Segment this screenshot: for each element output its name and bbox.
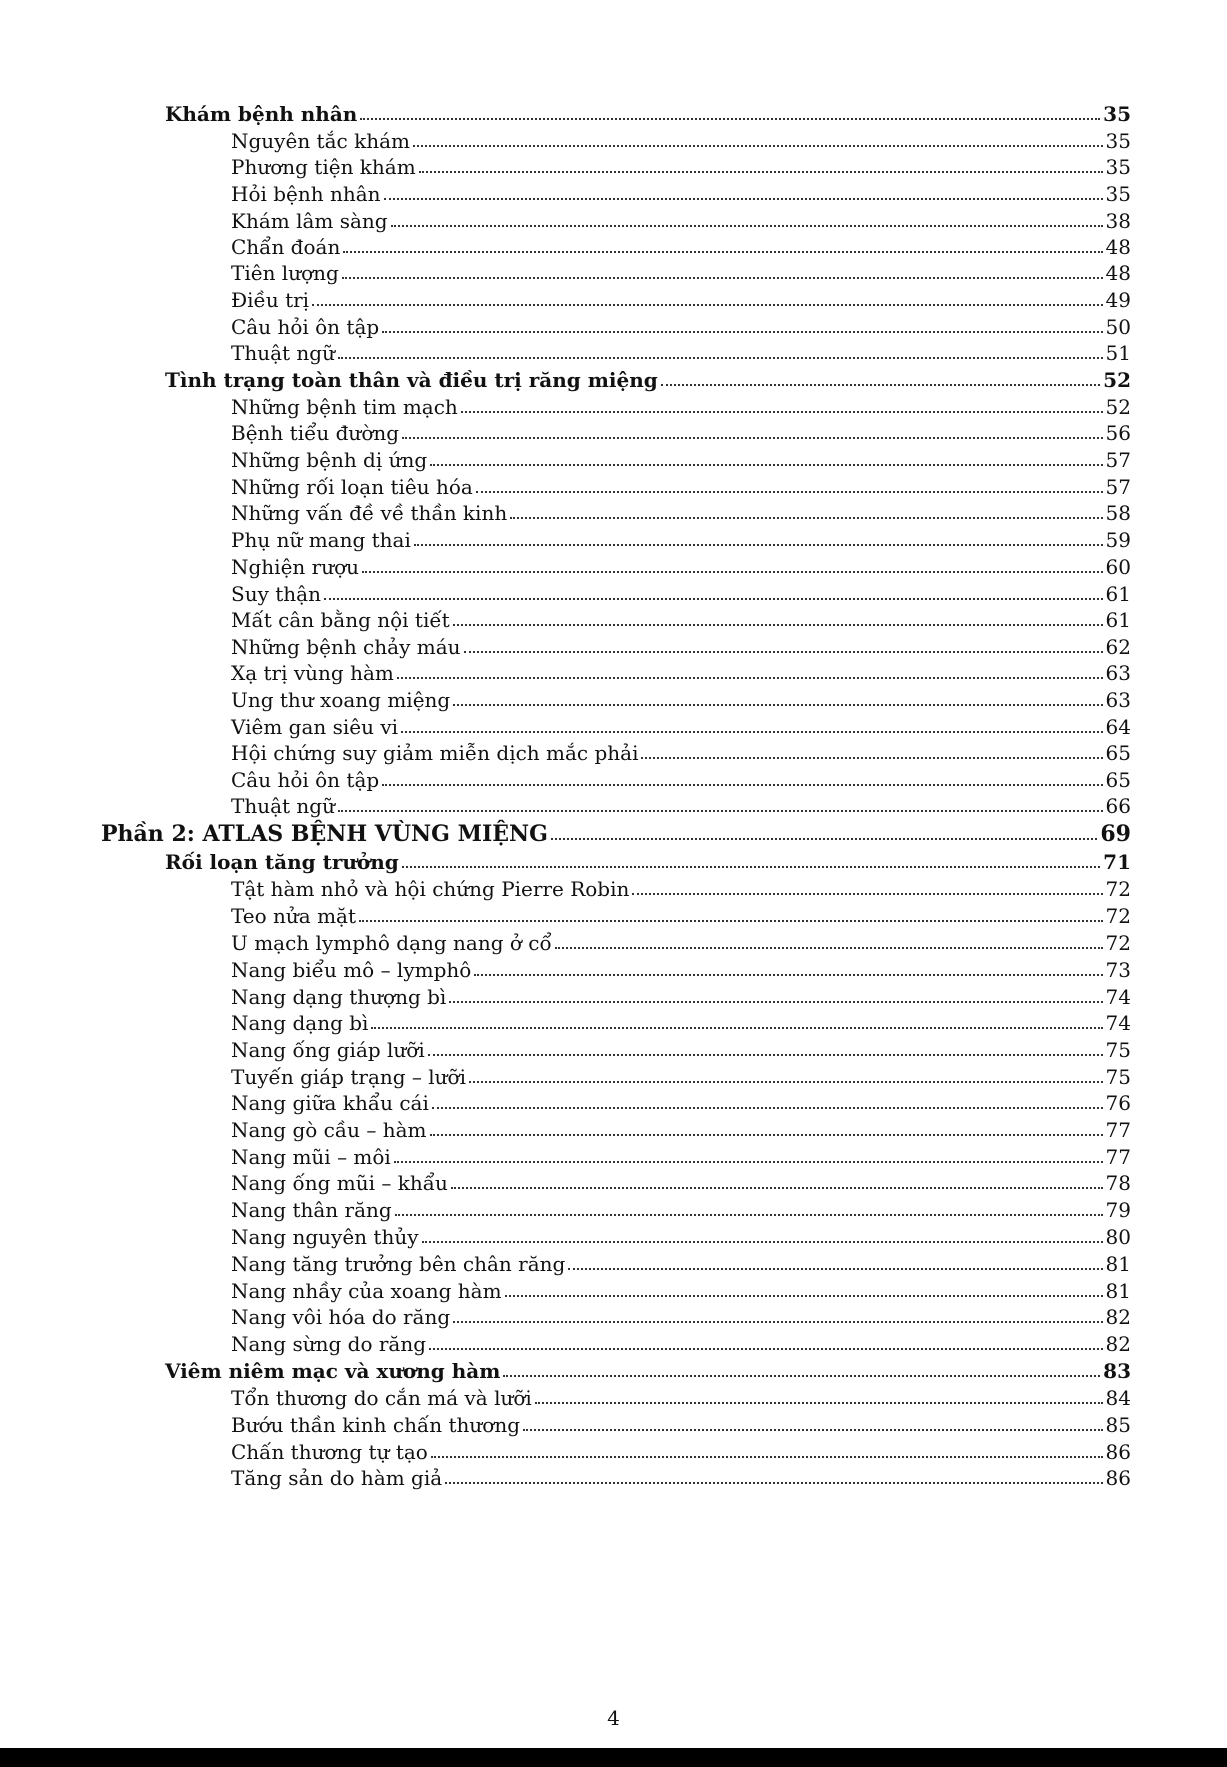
toc-entry-title: Phần 2: ATLAS BỆNH VÙNG MIỆNG <box>101 821 548 847</box>
toc-entry <box>231 764 1131 792</box>
toc-entry-title: Phương tiện khám <box>231 155 416 179</box>
toc-part <box>101 818 1131 846</box>
dot-leader <box>429 1348 1103 1350</box>
toc-entry-page: 52 <box>1103 368 1131 392</box>
toc-entry <box>231 1087 1131 1115</box>
toc-entry <box>231 125 1131 153</box>
dot-leader <box>453 704 1102 706</box>
toc-entry-page: 74 <box>1105 1011 1131 1035</box>
dot-leader <box>505 1295 1103 1297</box>
dot-leader <box>384 198 1103 200</box>
toc-entry <box>231 471 1131 499</box>
toc-entry-title: Nang nhầy của xoang hàm <box>231 1279 502 1303</box>
toc-entry-page: 35 <box>1103 102 1131 126</box>
toc-entry-page: 74 <box>1105 985 1131 1009</box>
toc-entry-title: Nang mũi – môi <box>231 1145 391 1169</box>
toc-entry-title: Nang giữa khẩu cái <box>231 1091 429 1115</box>
toc-entry-title: Nang dạng bì <box>231 1011 369 1035</box>
page-number: 4 <box>607 1706 620 1730</box>
toc-entry-page: 48 <box>1105 235 1131 259</box>
toc-entry-page: 77 <box>1105 1118 1131 1142</box>
toc-entry <box>231 631 1131 659</box>
dot-leader <box>338 357 1103 359</box>
toc-entry-page: 82 <box>1105 1332 1131 1356</box>
toc-entry <box>231 737 1131 765</box>
dot-leader <box>469 1081 1103 1083</box>
toc-entry-page: 56 <box>1105 421 1131 445</box>
dot-leader <box>413 145 1103 147</box>
toc-entry-title: U mạch lymphô dạng nang ở cổ <box>231 931 552 955</box>
toc-entry <box>231 1034 1131 1062</box>
toc-entry-title: Nang thân răng <box>231 1198 392 1222</box>
toc-entry <box>231 497 1131 525</box>
toc-entry <box>231 1141 1131 1169</box>
dot-leader <box>451 1187 1103 1189</box>
toc-entry-page: 61 <box>1105 582 1131 606</box>
toc-entry-page: 38 <box>1105 209 1131 233</box>
dot-leader <box>641 757 1102 759</box>
dot-leader <box>359 920 1103 922</box>
dot-leader <box>461 411 1103 413</box>
dot-leader <box>661 384 1100 386</box>
toc-entry-title: Những bệnh tim mạch <box>231 395 458 419</box>
toc-entry-title: Tăng sản do hàm giả <box>231 1466 443 1490</box>
toc-entry-title: Nang dạng thượng bì <box>231 985 447 1009</box>
toc-entry-page: 84 <box>1105 1386 1131 1410</box>
toc-entry-page: 80 <box>1105 1225 1131 1249</box>
toc-entry-page: 35 <box>1105 155 1131 179</box>
toc-entry-title: Điều trị <box>231 288 310 312</box>
toc-entry <box>231 1007 1131 1035</box>
toc-entry <box>231 231 1131 259</box>
toc-entry <box>231 151 1131 179</box>
toc-entry <box>231 444 1131 472</box>
toc-entry-page: 72 <box>1105 904 1131 928</box>
toc-entry-page: 73 <box>1105 958 1131 982</box>
toc-entry <box>231 604 1131 632</box>
dot-leader <box>338 810 1103 812</box>
dot-leader <box>555 947 1103 949</box>
toc-entry-title: Viêm niêm mạc và xương hàm <box>165 1359 501 1383</box>
toc-entry-page: 59 <box>1105 528 1131 552</box>
toc-entry-title: Tổn thương do cắn má và lưỡi <box>231 1386 532 1410</box>
toc-entry-title: Nang biểu mô – lymphô <box>231 958 472 982</box>
dot-leader <box>551 838 1097 840</box>
dot-leader <box>419 171 1103 173</box>
toc-entry-title: Thuật ngữ <box>231 794 335 818</box>
toc-entry-title: Những bệnh dị ứng <box>231 448 428 472</box>
toc-entry-title: Bướu thần kinh chấn thương <box>231 1413 521 1437</box>
toc-entry-page: 52 <box>1105 395 1131 419</box>
toc-entry <box>231 1221 1131 1249</box>
toc-section <box>165 98 1131 126</box>
toc-entry-page: 60 <box>1105 555 1131 579</box>
toc-entry <box>231 711 1131 739</box>
toc-entry-title: Nguyên tắc khám <box>231 129 410 153</box>
toc-entry-page: 50 <box>1105 315 1131 339</box>
toc-entry-page: 35 <box>1105 182 1131 206</box>
dot-leader <box>382 331 1102 333</box>
dot-leader <box>430 464 1102 466</box>
toc-entry <box>231 391 1131 419</box>
toc-entry <box>231 1462 1131 1490</box>
toc-entry-title: Nang sừng do răng <box>231 1332 427 1356</box>
dot-leader <box>453 624 1103 626</box>
toc-entry-page: 77 <box>1105 1145 1131 1169</box>
dot-leader <box>402 437 1103 439</box>
dot-leader <box>397 677 1103 679</box>
dot-leader <box>402 866 1100 868</box>
dot-leader <box>430 1134 1103 1136</box>
toc-entry <box>231 205 1131 233</box>
toc-entry-title: Phụ nữ mang thai <box>231 528 411 552</box>
toc-entry-title: Viêm gan siêu vi <box>231 715 399 739</box>
toc-entry <box>231 1436 1131 1464</box>
toc-entry-page: 48 <box>1105 261 1131 285</box>
toc-entry-page: 66 <box>1105 794 1131 818</box>
toc-entry <box>231 1114 1131 1142</box>
toc-entry-page: 65 <box>1105 741 1131 765</box>
toc-entry-page: 57 <box>1105 448 1131 472</box>
toc-entry <box>231 1194 1131 1222</box>
toc-entry-page: 75 <box>1105 1065 1131 1089</box>
toc-entry-title: Suy thận <box>231 582 321 606</box>
toc-entry-title: Xạ trị vùng hàm <box>231 661 394 685</box>
dot-leader <box>510 517 1102 519</box>
toc-entry-page: 65 <box>1105 768 1131 792</box>
dot-leader <box>343 251 1102 253</box>
toc-entry-title: Rối loạn tăng trưởng <box>165 850 399 874</box>
toc-entry-page: 82 <box>1105 1305 1131 1329</box>
toc-entry-title: Tình trạng toàn thân và điều trị răng miệng <box>165 368 658 392</box>
toc-entry-title: Nghiện rượu <box>231 555 360 579</box>
dot-leader <box>371 1027 1102 1029</box>
toc-entry <box>231 551 1131 579</box>
toc-entry-page: 63 <box>1105 688 1131 712</box>
dot-leader <box>432 1107 1103 1109</box>
toc-entry <box>231 417 1131 445</box>
toc-entry <box>231 1275 1131 1303</box>
dot-leader <box>362 571 1103 573</box>
toc-entry-page: 49 <box>1105 288 1131 312</box>
toc-entry-page: 61 <box>1105 608 1131 632</box>
toc-entry-title: Chẩn đoán <box>231 235 341 259</box>
toc-entry-title: Những rối loạn tiêu hóa <box>231 475 473 499</box>
toc-entry-title: Những bệnh chảy máu <box>231 635 461 659</box>
toc-entry <box>231 684 1131 712</box>
toc-entry-page: 35 <box>1105 129 1131 153</box>
toc-entry <box>231 178 1131 206</box>
toc-entry-title: Nang vôi hóa do răng <box>231 1305 451 1329</box>
toc-entry-page: 69 <box>1100 821 1131 847</box>
toc-entry-title: Khám bệnh nhân <box>165 102 358 126</box>
toc-entry <box>231 1382 1131 1410</box>
toc-entry <box>231 578 1131 606</box>
toc-entry-title: Hội chứng suy giảm miễn dịch mắc phải <box>231 741 639 765</box>
toc-entry-page: 86 <box>1105 1466 1131 1490</box>
toc-entry <box>231 1301 1131 1329</box>
toc-entry-title: Hỏi bệnh nhân <box>231 182 381 206</box>
toc-section <box>165 364 1131 392</box>
scan-bottom-edge <box>0 1748 1227 1767</box>
toc-entry <box>231 927 1131 955</box>
toc-entry-title: Tật hàm nhỏ và hội chứng Pierre Robin <box>231 877 630 901</box>
toc-entry <box>231 1328 1131 1356</box>
dot-leader <box>453 1321 1102 1323</box>
toc-entry <box>231 790 1131 818</box>
dot-leader <box>503 1375 1100 1377</box>
toc-entry-page: 72 <box>1105 877 1131 901</box>
toc-entry <box>231 900 1131 928</box>
toc-entry-page: 62 <box>1105 635 1131 659</box>
toc-entry-page: 57 <box>1105 475 1131 499</box>
dot-leader <box>422 1241 1103 1243</box>
toc-entry-title: Những vấn đề về thần kinh <box>231 501 508 525</box>
toc-entry-page: 51 <box>1105 341 1131 365</box>
toc-entry-page: 75 <box>1105 1038 1131 1062</box>
toc-entry-title: Mất cân bằng nội tiết <box>231 608 450 632</box>
dot-leader <box>431 1456 1103 1458</box>
toc-entry-page: 79 <box>1105 1198 1131 1222</box>
toc-entry-page: 76 <box>1105 1091 1131 1115</box>
dot-leader <box>449 1001 1102 1003</box>
dot-leader <box>360 118 1100 120</box>
dot-leader <box>312 304 1102 306</box>
toc-entry-title: Câu hỏi ôn tập <box>231 768 380 792</box>
toc-entry <box>231 954 1131 982</box>
toc-entry-title: Tiên lượng <box>231 261 339 285</box>
toc-entry <box>231 873 1131 901</box>
toc-entry-title: Nang gò cầu – hàm <box>231 1118 427 1142</box>
toc-entry <box>231 1248 1131 1276</box>
toc-entry <box>231 1167 1131 1195</box>
dot-leader <box>535 1402 1103 1404</box>
toc-entry-title: Teo nửa mặt <box>231 904 356 928</box>
dot-leader <box>476 491 1103 493</box>
toc-entry-page: 63 <box>1105 661 1131 685</box>
toc-entry-page: 85 <box>1105 1413 1131 1437</box>
toc-entry <box>231 311 1131 339</box>
dot-leader <box>568 1268 1102 1270</box>
toc-entry-title: Nang ống giáp lưỡi <box>231 1038 425 1062</box>
dot-leader <box>395 1214 1103 1216</box>
toc-entry-page: 86 <box>1105 1440 1131 1464</box>
dot-leader <box>401 731 1103 733</box>
toc-section <box>165 846 1131 874</box>
toc-section <box>165 1355 1131 1383</box>
toc-entry <box>231 337 1131 365</box>
toc-entry-page: 72 <box>1105 931 1131 955</box>
dot-leader <box>414 544 1103 546</box>
toc-entry-title: Nang ống mũi – khẩu <box>231 1171 448 1195</box>
toc-entry-title: Nang tăng trưởng bên chân răng <box>231 1252 566 1276</box>
dot-leader <box>474 974 1102 976</box>
dot-leader <box>445 1482 1102 1484</box>
toc-entry <box>231 524 1131 552</box>
toc-entry-page: 83 <box>1103 1359 1131 1383</box>
toc-entry-title: Ung thư xoang miệng <box>231 688 451 712</box>
toc-entry-page: 81 <box>1105 1252 1131 1276</box>
toc-entry-title: Câu hỏi ôn tập <box>231 315 380 339</box>
dot-leader <box>382 784 1102 786</box>
toc-entry-page: 78 <box>1105 1171 1131 1195</box>
toc-entry-page: 58 <box>1105 501 1131 525</box>
dot-leader <box>523 1429 1103 1431</box>
toc-entry <box>231 257 1131 285</box>
toc-entry-title: Nang nguyên thủy <box>231 1225 419 1249</box>
toc-entry-page: 81 <box>1105 1279 1131 1303</box>
toc-entry <box>231 1061 1131 1089</box>
toc-entry-title: Tuyến giáp trạng – lưỡi <box>231 1065 466 1089</box>
toc-entry-title: Thuật ngữ <box>231 341 335 365</box>
dot-leader <box>324 598 1103 600</box>
toc-entry <box>231 284 1131 312</box>
dot-leader <box>428 1054 1103 1056</box>
toc-entry <box>231 657 1131 685</box>
dot-leader <box>391 225 1103 227</box>
toc-entry-page: 71 <box>1103 850 1131 874</box>
toc-entry-page: 64 <box>1105 715 1131 739</box>
dot-leader <box>464 651 1103 653</box>
toc-entry-title: Chấn thương tự tạo <box>231 1440 428 1464</box>
dot-leader <box>342 277 1103 279</box>
toc-entry <box>231 1409 1131 1437</box>
dot-leader <box>632 893 1102 895</box>
toc-entry <box>231 981 1131 1009</box>
toc-entry-title: Bệnh tiểu đường <box>231 421 400 445</box>
dot-leader <box>394 1161 1103 1163</box>
toc-entry-title: Khám lâm sàng <box>231 209 388 233</box>
